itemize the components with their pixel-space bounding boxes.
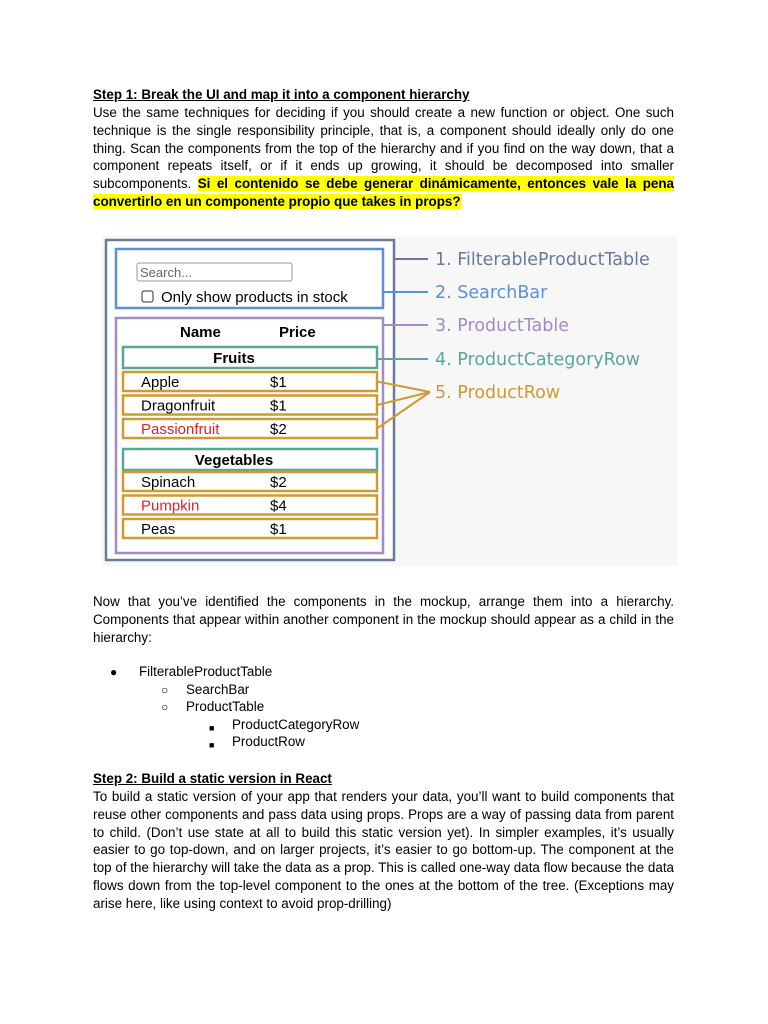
bullet-icon: ○ <box>161 700 169 715</box>
category-row-label: Vegetables <box>194 452 274 469</box>
product-price: $4 <box>270 497 287 515</box>
callout-labels <box>377 250 650 429</box>
product-price: $1 <box>270 374 287 391</box>
hierarchy-item <box>93 681 674 699</box>
checkbox-label: Only show products in stock <box>161 289 348 306</box>
product-price: $1 <box>270 397 287 415</box>
product-name: Peas <box>141 521 176 538</box>
hierarchy-list <box>93 663 674 751</box>
column-header-name: Name <box>180 324 221 341</box>
category-row-label: Fruits <box>213 350 255 367</box>
hierarchy-item <box>93 716 674 734</box>
bullet-icon: ● <box>110 665 118 679</box>
component-hierarchy-figure <box>102 236 677 566</box>
bullet-icon: ○ <box>161 682 169 697</box>
product-name: Pumpkin <box>141 497 200 515</box>
product-name: Apple <box>141 374 180 391</box>
product-name: Spinach <box>141 474 196 491</box>
hierarchy-intro: Now that you’ve identified the components in the mockup, arrange them into a hierarchy. Components that appear within another component in the mockup should appear as a child in the hierarchy: <box>93 594 674 645</box>
callout-label: 5. ProductRow <box>435 383 561 403</box>
product-name: Passionfruit <box>141 421 220 438</box>
hierarchy-item-label: ProductTable <box>186 699 265 715</box>
bullet-icon: ■ <box>209 740 215 751</box>
step2-paragraph: To build a static version of your app that renders your data, you’ll want to build components that reuse other components and pass data using props. Props are a way of passing data from parent to child. (Don’t use state at all to build this static version yet). In simpler examples, it’s usually easier to go top-down, and on larger projects, it’s easier to go bottom-up. The component at the top of the hierarchy will take the data as a prop. This is called one-way data flow because the data flows down from the top-level component to the ones at the bottom of the tree. (Exceptions may arise here, like using context to avoid prop-drilling) <box>93 789 674 911</box>
bullet-icon: ■ <box>209 722 215 733</box>
search-placeholder: Search... <box>140 265 193 280</box>
step2-heading: Step 2: Build a static version in React <box>93 771 332 786</box>
product-price: $2 <box>270 474 287 491</box>
step1-highlight: Si el contenido se debe generar dinámicamente, entonces vale la pena convertirlo en un componente propio que takes in props? <box>93 176 674 209</box>
product-price: $2 <box>270 421 287 438</box>
hierarchy-item-label: ProductCategoryRow <box>232 716 360 732</box>
hierarchy-item-label: FilterableProductTable <box>139 664 273 679</box>
column-header-price: Price <box>279 324 316 341</box>
hierarchy-item-label: ProductRow <box>232 734 305 750</box>
product-name: Dragonfruit <box>141 397 216 415</box>
callout-label: 1. FilterableProductTable <box>435 250 650 270</box>
figure-svg <box>102 236 677 566</box>
hierarchy-item <box>93 733 674 751</box>
hierarchy-item <box>93 698 674 716</box>
callout-label: 3. ProductTable <box>435 316 569 336</box>
callout-label: 2. SearchBar <box>435 283 548 303</box>
product-price: $1 <box>270 521 287 538</box>
step1-section <box>93 86 674 211</box>
step1-heading: Step 1: Break the UI and map it into a component hierarchy <box>93 87 470 102</box>
hierarchy-item-label: SearchBar <box>186 681 250 697</box>
hierarchy-intro-section <box>93 593 674 646</box>
step2-section <box>93 770 674 913</box>
step1-paragraph <box>93 104 674 211</box>
hierarchy-item <box>93 663 674 681</box>
step1-text: Use the same techniques for deciding if you should create a new function or object. One such technique is the single responsibility principle, that is, a component should ideally only do one thing. Scan the components from the top of the hierarchy and if you find on the way down, that a component repeats itself, or if it ends up growing, it should be decomposed into smaller subcomponents. <box>93 105 674 192</box>
callout-label: 4. ProductCategoryRow <box>435 350 641 370</box>
in-stock-checkbox[interactable] <box>142 291 153 302</box>
